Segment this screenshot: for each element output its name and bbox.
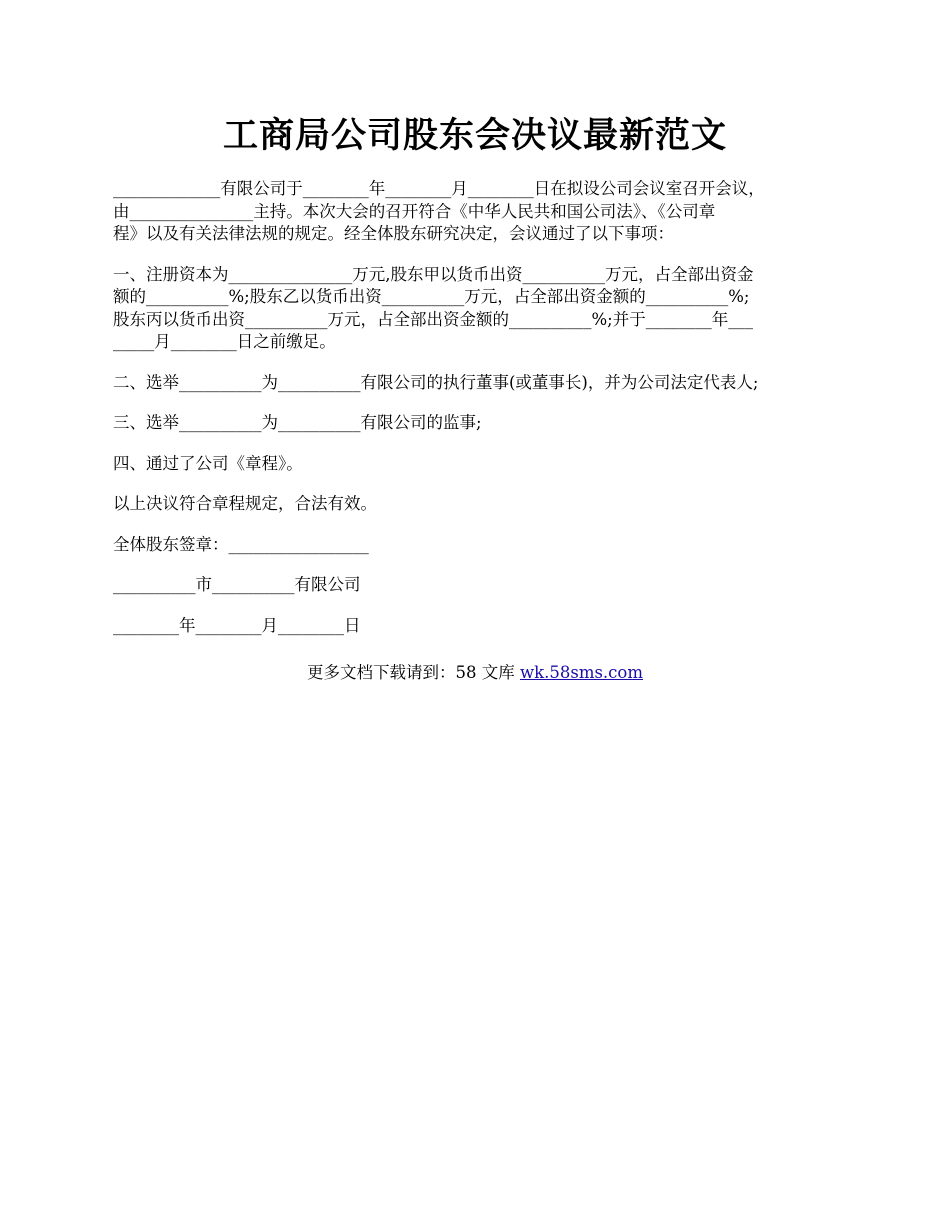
paragraph-line: 全体股东签章：_________________ [113,534,369,554]
paragraph-line: _____________有限公司于________年________月________日在拟设公司会议室召开会议， [113,179,765,198]
paragraph-item-3-supervisor [113,412,843,435]
paragraph-line: 一、注册资本为_______________万元,股东甲以货币出资__________万元，占全部出资金 [113,264,754,284]
paragraph-line: 股东丙以货币出资__________万元，占全部出资金额的__________%;并于________年___ [113,309,753,329]
download-footer [0,661,950,685]
document-title: 工商局公司股东会决议最新范文 [222,115,727,156]
paragraph-line: 三、选举__________为__________有限公司的监事; [113,413,482,432]
paragraph-line: 二、选举__________为__________有限公司的执行董事(或董事长)，并为公司法定代表人; [113,372,759,392]
paragraph-item-4-charter [113,453,843,476]
paragraph-line: 以上决议符合章程规定，合法有效。 [113,494,377,513]
paragraph-date [113,615,843,638]
paragraph-line: _____月________日之前缴足。 [113,332,336,351]
paragraph-line: 额的__________%;股东乙以货币出资__________万元，占全部出资金额的__________%; [113,287,750,306]
paragraph-validity [113,493,843,516]
paragraph-line: 四、通过了公司《章程》。 [113,453,303,473]
footer-link[interactable]: wk.58sms.com [519,663,643,682]
paragraph-line: __________市__________有限公司 [113,575,361,594]
document-body [113,178,843,655]
paragraph-meeting-intro [113,178,843,246]
paragraph-item-2-director [113,372,843,395]
paragraph-line: 由_______________主持。本次大会的召开符合《中华人民共和国公司法》、《公司章 [113,201,716,221]
paragraph-item-1-capital [113,264,843,354]
paragraph-company-city [113,574,843,597]
paragraph-line: 程》以及有关法律法规的规定。经全体股东研究决定，会议通过了以下事项： [113,224,674,243]
footer-text: 更多文档下载请到：58 文库 [306,663,520,682]
paragraph-line: ________年________月________日 [113,615,361,635]
paragraph-signatures [113,534,843,557]
